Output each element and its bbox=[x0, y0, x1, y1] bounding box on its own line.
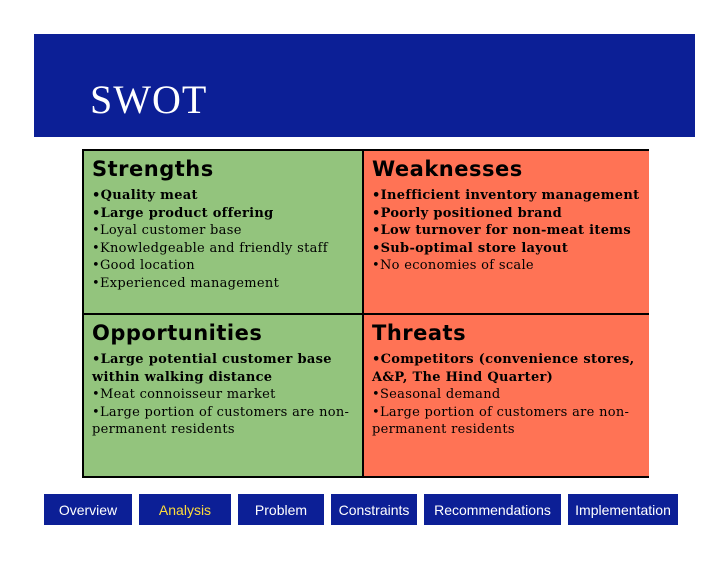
swot-item: •Low turnover for non-meat items bbox=[372, 223, 631, 238]
swot-matrix bbox=[82, 149, 649, 478]
swot-item: •Large product offering bbox=[92, 205, 274, 221]
opportunities-heading: Opportunities bbox=[92, 321, 263, 345]
nav-problem-button[interactable]: Problem bbox=[238, 494, 324, 525]
slide-title: SWOT bbox=[90, 77, 208, 122]
swot-item: •Experienced management bbox=[92, 275, 280, 291]
swot-item: •Sub-optimal store layout bbox=[372, 240, 569, 256]
swot-item: •Large potential customer base within walking distance bbox=[92, 352, 332, 385]
nav-constraints-button[interactable]: Constraints bbox=[331, 494, 417, 525]
strengths-heading: Strengths bbox=[92, 157, 214, 181]
swot-item: •Meat connoisseur market bbox=[92, 387, 276, 402]
opportunities-list bbox=[92, 351, 354, 439]
nav-analysis-button[interactable]: Analysis bbox=[139, 494, 231, 525]
swot-item: •Knowledgeable and friendly staff bbox=[92, 240, 328, 256]
swot-item: •Large portion of customers are non-permanent residents bbox=[92, 404, 350, 437]
swot-item: •Poorly positioned brand bbox=[372, 205, 563, 221]
swot-item: •No economies of scale bbox=[372, 258, 534, 273]
threats-quadrant bbox=[364, 315, 649, 476]
swot-item: •Good location bbox=[92, 258, 195, 273]
opportunities-quadrant bbox=[84, 315, 364, 476]
swot-item: •Loyal customer base bbox=[92, 223, 242, 238]
weaknesses-quadrant bbox=[364, 151, 649, 315]
nav-overview-button[interactable]: Overview bbox=[44, 494, 132, 525]
swot-item: •Seasonal demand bbox=[372, 387, 501, 402]
nav-recommendations-button[interactable]: Recommendations bbox=[424, 494, 561, 525]
threats-list bbox=[372, 351, 641, 439]
swot-item: •Quality meat bbox=[92, 188, 198, 203]
nav-implementation-button[interactable]: Implementation bbox=[568, 494, 678, 525]
title-banner bbox=[34, 34, 695, 137]
strengths-list bbox=[92, 187, 354, 292]
swot-item: •Inefficient inventory management bbox=[372, 188, 640, 203]
threats-heading: Threats bbox=[372, 321, 467, 345]
weaknesses-list bbox=[372, 187, 641, 275]
weaknesses-heading: Weaknesses bbox=[372, 157, 523, 181]
swot-item: •Competitors (convenience stores, A&P, The Hind Quarter) bbox=[372, 352, 635, 385]
swot-item: •Large portion of customers are non-permanent residents bbox=[372, 404, 630, 437]
strengths-quadrant bbox=[84, 151, 364, 315]
